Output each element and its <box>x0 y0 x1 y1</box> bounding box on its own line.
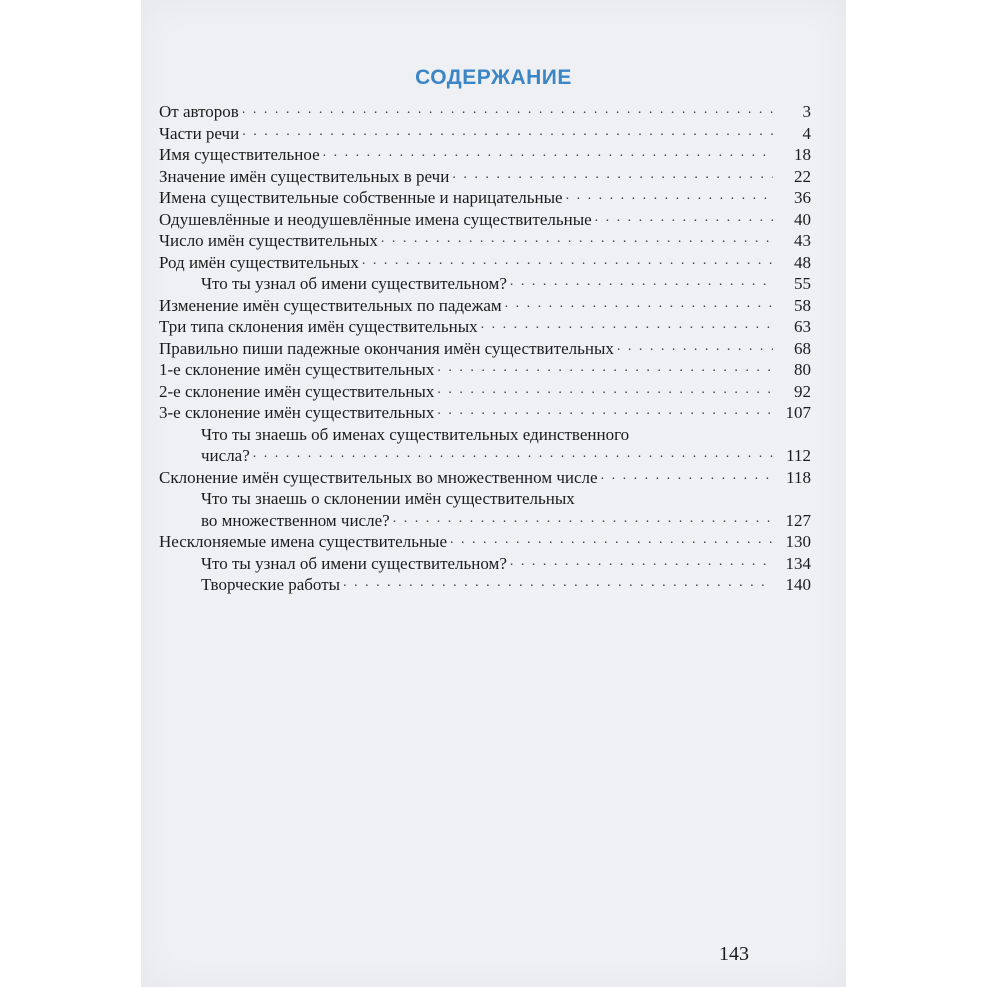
toc-entry-page: 40 <box>794 209 811 229</box>
dot-leader <box>323 142 773 164</box>
toc-entry <box>159 252 811 274</box>
toc-entry-page: 68 <box>794 338 811 358</box>
toc-entry-title: Что ты знаешь о склонении имён существительных <box>201 489 575 508</box>
dot-leader <box>617 336 773 358</box>
bleed-through-text <box>321 615 791 685</box>
toc-entry-title-cont: во множественном числе? <box>201 510 390 530</box>
toc-entry-page: 112 <box>786 446 811 465</box>
dot-leader <box>450 529 773 551</box>
toc-entry <box>159 381 811 403</box>
toc-entry <box>159 209 811 231</box>
book-page <box>141 0 846 987</box>
toc-entry-page: 22 <box>794 166 811 186</box>
dot-leader <box>566 185 773 207</box>
toc-entry <box>159 359 811 381</box>
page-title: СОДЕРЖАНИЕ <box>415 66 572 89</box>
dot-leader <box>601 465 773 487</box>
toc-entry-title: Части речи <box>159 123 240 143</box>
toc-entry-page: 63 <box>794 317 811 336</box>
toc-entry-title: Имя существительное <box>159 145 320 164</box>
dot-leader <box>343 572 773 594</box>
toc-entry-page: 3 <box>802 102 811 121</box>
dot-leader <box>510 271 773 293</box>
dot-leader <box>393 508 773 530</box>
dot-leader <box>505 293 773 315</box>
toc-entry-page: 4 <box>802 123 811 143</box>
toc-entry <box>159 123 811 145</box>
toc-entry-title: Что ты узнал об имени существительном? <box>201 553 507 573</box>
toc-entry-continuation <box>159 510 811 532</box>
toc-entry-title: Правильно пиши падежные окончания имён существительных <box>159 338 614 358</box>
toc-entry-page: 127 <box>785 510 811 530</box>
toc-entry <box>159 144 811 166</box>
toc-entry-page: 43 <box>794 231 811 250</box>
toc-entry-title: Изменение имён существительных по падежам <box>159 295 502 315</box>
dot-leader <box>510 551 773 573</box>
toc-entry-title: Склонение имён существительных во множественном числе <box>159 467 598 487</box>
toc-entry-page: 58 <box>794 295 811 315</box>
toc-entry-page: 80 <box>794 360 811 379</box>
toc-entry <box>159 574 811 596</box>
toc-entry <box>159 166 811 188</box>
page-number: 143 <box>719 943 749 965</box>
toc-entry <box>159 316 811 338</box>
dot-leader <box>253 443 773 465</box>
dot-leader <box>437 357 773 379</box>
toc-entry-page: 130 <box>785 532 811 551</box>
toc-entry-page: 107 <box>785 403 811 422</box>
toc-entry <box>159 273 811 295</box>
dot-leader <box>437 400 773 422</box>
toc-entry-title: Одушевлённые и неодушевлённые имена существительные <box>159 209 592 229</box>
toc-entry <box>159 424 811 446</box>
table-of-contents <box>159 101 811 596</box>
toc-entry-title: Что ты узнал об имени существительном? <box>201 274 507 293</box>
toc-entry <box>159 402 811 424</box>
toc-entry <box>159 187 811 209</box>
toc-entry-title: Значение имён существительных в речи <box>159 166 450 186</box>
toc-entry-title: Число имён существительных <box>159 231 378 250</box>
toc-entry-title: 2-е склонение имён существительных <box>159 381 435 401</box>
dot-leader <box>362 250 773 272</box>
toc-entry <box>159 101 811 123</box>
toc-entry-page: 92 <box>794 381 811 401</box>
toc-entry-title: Творческие работы <box>201 575 341 594</box>
toc-entry-title: 1-е склонение имён существительных <box>159 360 435 379</box>
toc-entry-page: 36 <box>794 188 811 207</box>
dot-leader <box>437 379 773 401</box>
toc-entry-title: От авторов <box>159 102 239 121</box>
toc-entry-page: 18 <box>794 145 811 164</box>
toc-entry-page: 118 <box>786 467 811 487</box>
dot-leader <box>452 164 773 186</box>
toc-entry-page: 55 <box>794 274 811 293</box>
toc-entry <box>159 467 811 489</box>
toc-entry <box>159 230 811 252</box>
dot-leader <box>242 121 773 143</box>
toc-entry <box>159 531 811 553</box>
toc-entry-title-cont: числа? <box>201 446 250 465</box>
toc-entry-page: 140 <box>785 575 811 594</box>
toc-entry <box>159 553 811 575</box>
toc-entry-page: 134 <box>785 553 811 573</box>
toc-entry-continuation <box>159 445 811 467</box>
dot-leader <box>481 314 773 336</box>
toc-entry-title: 3-е склонение имён существительных <box>159 403 435 422</box>
toc-entry-title: Имена существительные собственные и нарицательные <box>159 188 563 207</box>
toc-entry <box>159 295 811 317</box>
toc-entry <box>159 338 811 360</box>
dot-leader <box>595 207 773 229</box>
toc-entry-page: 48 <box>794 252 811 272</box>
toc-entry-title: Три типа склонения имён существительных <box>159 317 478 336</box>
dot-leader <box>381 228 773 250</box>
toc-entry <box>159 488 811 510</box>
toc-entry-title: Род имён существительных <box>159 252 359 272</box>
toc-entry-title: Несклоняемые имена существительные <box>159 532 448 551</box>
toc-entry-title: Что ты знаешь об именах существительных единственного <box>201 424 630 444</box>
dot-leader <box>242 99 773 121</box>
